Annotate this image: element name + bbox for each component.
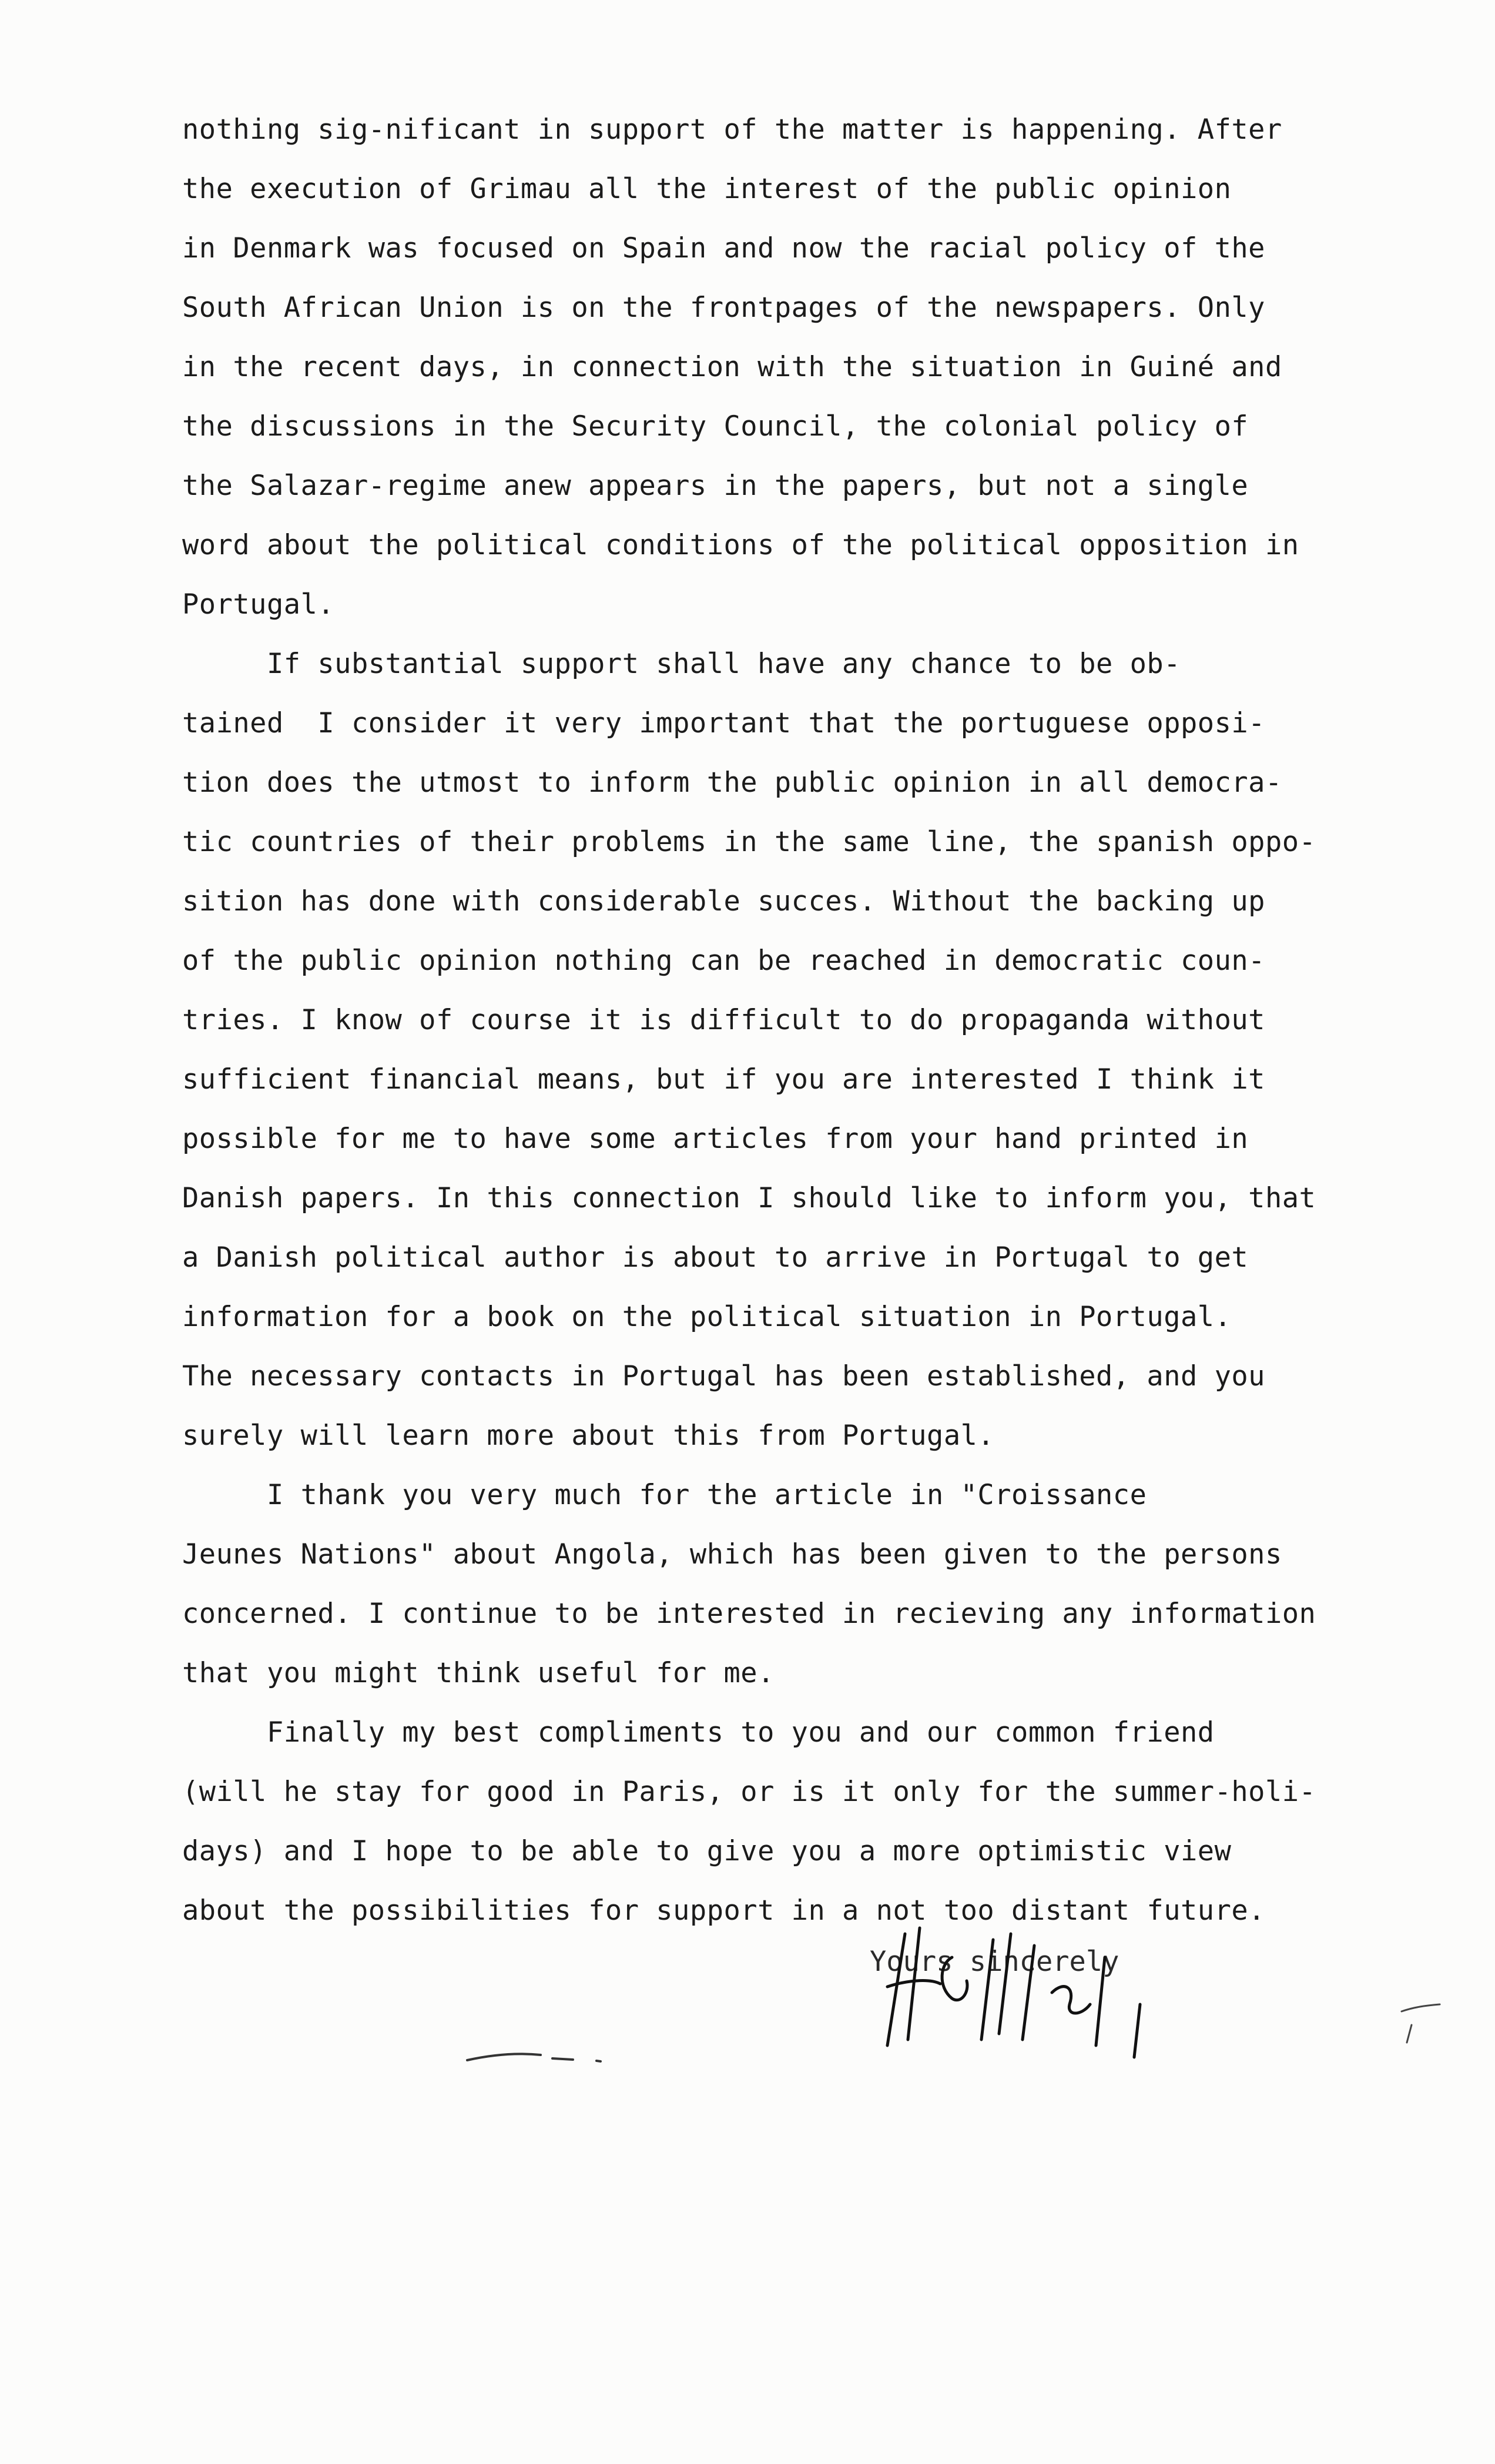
letter-line: the execution of Grimau all the interest of the public opinion bbox=[182, 173, 1232, 205]
stray-pen-mark bbox=[464, 2045, 617, 2069]
letter-line: sufficient financial means, but if you are interested I think it bbox=[182, 1063, 1265, 1096]
letter-line: The necessary contacts in Portugal has been established, and you bbox=[182, 1360, 1265, 1392]
letter-line: tained I consider it very important that the portuguese opposi- bbox=[182, 707, 1265, 739]
letter-line: surely will learn more about this from Portugal. bbox=[182, 1420, 995, 1452]
margin-mark bbox=[1399, 1998, 1446, 2063]
letter-line: South African Union is on the frontpages of the newspapers. Only bbox=[182, 292, 1265, 324]
letter-line: in the recent days, in connection with the situation in Guiné and bbox=[182, 351, 1282, 383]
letter-line: (will he stay for good in Paris, or is it only for the summer-holi- bbox=[182, 1776, 1316, 1808]
letter-line: days) and I hope to be able to give you a more optimistic view bbox=[182, 1835, 1232, 1867]
letter-line: tries. I know of course it is difficult to do propaganda without bbox=[182, 1004, 1265, 1036]
letter-line: possible for me to have some articles from your hand printed in bbox=[182, 1123, 1249, 1155]
letter-line: in Denmark was focused on Spain and now the racial policy of the bbox=[182, 232, 1265, 265]
letter-line: I thank you very much for the article in "Croissance bbox=[182, 1479, 1147, 1511]
signature-block bbox=[864, 1922, 1169, 2069]
letter-line: of the public opinion nothing can be reached in democratic coun- bbox=[182, 945, 1265, 977]
letter-line: Finally my best compliments to you and our common friend bbox=[182, 1716, 1215, 1749]
letter-line: about the possibilities for support in a not too distant future. bbox=[182, 1894, 1265, 1927]
letter-line: tic countries of their problems in the same line, the spanish oppo- bbox=[182, 826, 1316, 858]
letter-line: the discussions in the Security Council, the colonial policy of bbox=[182, 410, 1249, 443]
letter-line: word about the political conditions of the political opposition in bbox=[182, 529, 1299, 561]
letter-body bbox=[182, 100, 1446, 1940]
letter-line: that you might think useful for me. bbox=[182, 1657, 775, 1689]
letter-line: the Salazar-regime anew appears in the papers, but not a single bbox=[182, 470, 1249, 502]
letter-line: information for a book on the political situation in Portugal. bbox=[182, 1301, 1232, 1333]
letter-line: Portugal. bbox=[182, 588, 335, 621]
letter-line: If substantial support shall have any chance to be ob- bbox=[182, 648, 1181, 680]
letter-line: Danish papers. In this connection I should like to inform you, that bbox=[182, 1182, 1316, 1214]
letter-line: Jeunes Nations" about Angola, which has been given to the persons bbox=[182, 1538, 1282, 1571]
letter-line: a Danish political author is about to arrive in Portugal to get bbox=[182, 1241, 1249, 1274]
handwritten-signature bbox=[864, 1922, 1169, 2069]
letter-line: concerned. I continue to be interested in recieving any information bbox=[182, 1598, 1316, 1630]
letter-line: sition has done with considerable succes. Without the backing up bbox=[182, 885, 1265, 918]
letter-line: nothing sig-nificant in support of the matter is happening. After bbox=[182, 113, 1282, 146]
closing-text: Yours sincerely bbox=[870, 1946, 1119, 1978]
letter-line: tion does the utmost to inform the public opinion in all democra- bbox=[182, 766, 1282, 799]
